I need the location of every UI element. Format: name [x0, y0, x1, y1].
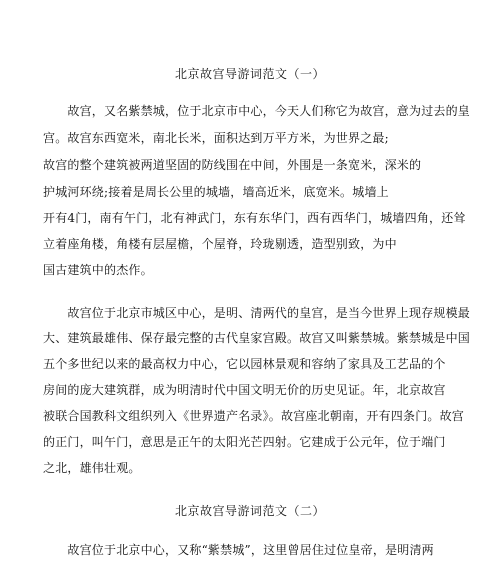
paragraph-2-line-6: 的正门，叫午门，意思是正午的太阳光芒四射。它建成于公元年，位于端门: [43, 435, 446, 449]
paragraph-2-line-2: 大、建筑最雄伟、保存最完整的古代皇家宫殿。故宫又叫紫禁城。紫禁城是中国: [43, 331, 471, 345]
paragraph-1-line-1: 故宫，又名紫禁城，位于北京市中心，今天人们称它为故宫，意为过去的皇: [43, 104, 471, 118]
section-title-1: 北京故宫导游词范文（一）: [174, 67, 325, 81]
paragraph-2-line-7: 之北，雄伟壮观。: [43, 461, 141, 475]
paragraph-1-line-5: 开有4门，南有午门，北有神武门，东有东华门，西有西华门，城墙四角，还耸: [43, 211, 466, 225]
paragraph-1-line-6: 立着座角楼，角楼有层屋檐，个屋脊，玲珑剔透，造型别致，为中: [43, 237, 397, 251]
paragraph-2-line-1: 故宫位于北京市城区中心，是明、清两代的皇宫，是当今世界上现存规模最: [43, 306, 471, 320]
paragraph-1-line-4: 护城河环绕;接着是周长公里的城墙，墙高近米，底宽米。城墙上: [43, 185, 389, 199]
paragraph-1-line-2: 宫。故宫东西宽米，南北长米，面积达到万平方米，为世界之最;: [43, 131, 389, 145]
paragraph-2-line-3: 五个多世纪以来的最高权力中心，它以园林景观和容纳了家具及工艺品的个: [43, 357, 446, 371]
section-title-2: 北京故宫导游词范文（二）: [174, 504, 325, 518]
paragraph-3-line-1: 故宫位于北京中心，又称“紫禁城”，这里曾居住过位皇帝，是明清两: [43, 543, 434, 557]
paragraph-1-line-7: 国古建筑中的杰作。: [43, 263, 153, 277]
paragraph-2-line-4: 房间的庞大建筑群，成为明清时代中国文明无价的历史见证。年，北京故宫: [43, 383, 446, 397]
paragraph-2-line-5: 被联合国教科文组织列入《世界遗产名录》。故宫座北朝南，开有四条门。故宫: [43, 409, 465, 423]
paragraph-1-line-3: 故宫的整个建筑被两道坚固的防线围在中间，外围是一条宽米，深米的: [43, 158, 422, 172]
